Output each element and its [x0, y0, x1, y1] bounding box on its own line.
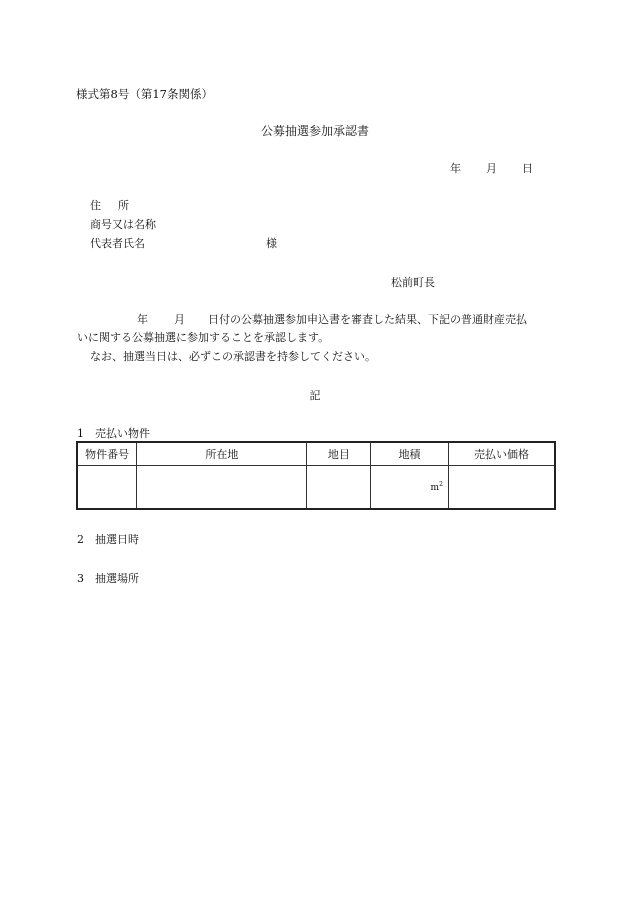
header-sale-price: 売払い価格	[448, 442, 555, 466]
ki-heading: 記	[309, 389, 321, 402]
table-header-row	[77, 442, 555, 466]
date-year-label: 年	[450, 162, 461, 175]
issuer-mayor: 松前町長	[391, 276, 435, 289]
body-year-label: 年	[137, 313, 148, 326]
body-month-label: 月	[174, 313, 185, 326]
trade-name-label: 商号又は名称	[90, 218, 156, 231]
document-title: 公募抽選参加承認書	[260, 124, 369, 138]
body-paragraph-line3: なお、抽選当日は、必ずこの承認書を持参してください。	[90, 350, 376, 363]
cell-sale-price	[448, 466, 555, 510]
header-location: 所在地	[137, 442, 307, 466]
table-row	[77, 466, 555, 510]
area-unit	[371, 481, 448, 493]
area-unit-base: m	[430, 483, 440, 493]
cell-property-number	[77, 466, 137, 510]
cell-location	[137, 466, 307, 510]
body-paragraph-line2: いに関する公募抽選に参加することを承認します。	[77, 331, 330, 344]
date-month-label: 月	[486, 162, 497, 175]
body-line1-text: 日付の公募抽選参加申込書を審査した結果、下記の普通財産売払	[208, 313, 527, 326]
cell-land-category	[307, 466, 371, 510]
date-day-label: 日	[522, 162, 533, 175]
property-table	[76, 441, 556, 510]
header-area: 地積	[371, 442, 449, 466]
section-3-heading: 3 抽選場所	[77, 572, 139, 585]
area-unit-superscript: 2	[439, 481, 443, 488]
form-number: 様式第8号（第17条関係）	[76, 87, 213, 101]
section-2-heading: 2 抽選日時	[77, 533, 139, 546]
representative-label: 代表者氏名	[90, 237, 145, 250]
section-1-heading: 1 売払い物件	[77, 427, 150, 440]
cell-area	[371, 466, 449, 510]
address-label-part1: 住	[90, 199, 101, 212]
honorific-sama: 様	[266, 237, 277, 250]
header-property-number: 物件番号	[77, 442, 137, 466]
header-land-category: 地目	[307, 442, 371, 466]
address-label-part2: 所	[118, 199, 129, 212]
